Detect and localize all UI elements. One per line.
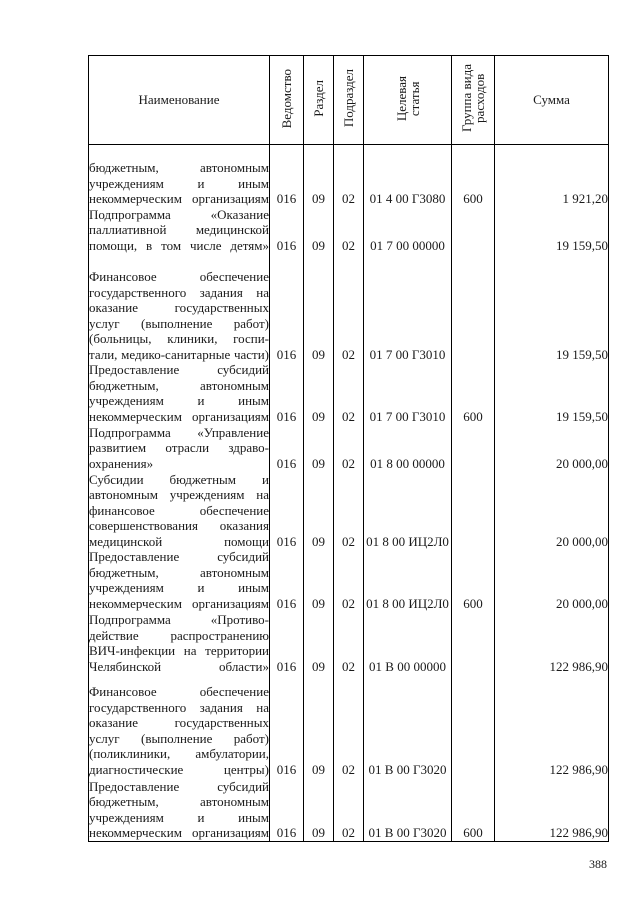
row-gruppa-cell (452, 207, 495, 254)
row-vedomstvo-cell: 016 (270, 145, 304, 207)
row-gruppa-cell: 600 (452, 777, 495, 841)
header-vedomstvo: Ведомство (270, 56, 304, 145)
header-tselevaya-statya: Целевая статья (364, 56, 452, 145)
row-name-cell: Предоставление субсидий бюджетным, автономным учреждениям и иным некоммерческим организациям (89, 549, 269, 611)
table-row (89, 674, 609, 777)
row-summa-cell: 19 159,50 (495, 207, 609, 254)
row-razdel-cell: 09 (304, 777, 334, 841)
row-podrazdel-cell: 02 (334, 611, 364, 674)
row-razdel-cell: 09 (304, 362, 334, 424)
row-podrazdel-cell: 02 (334, 471, 364, 549)
row-gruppa-cell (452, 674, 495, 777)
row-razdel-cell: 09 (304, 549, 334, 611)
row-name-cell: Подпрограмма «Противо-действие распространению ВИЧ-инфекции на территории Челябинской области» (89, 612, 269, 674)
row-name-cell: Субсидии бюджетным и автономным учреждениям на финансовое обеспечение совершенствования оказания медицинской помощи (89, 471, 269, 549)
row-vedomstvo-cell: 016 (270, 777, 304, 841)
row-vedomstvo-cell: 016 (270, 674, 304, 777)
row-name-cell: Финансовое обеспечение государственного задания на оказание государственных услуг (выполнение работ) (больницы, клиники, госпи-тали, медико-санитарные части) (89, 253, 270, 362)
row-name-cell: Подпрограмма «Оказание паллиативной медицинской помощи, в том числе детям» (89, 206, 269, 253)
row-gruppa-cell (452, 424, 495, 471)
row-podrazdel-cell: 02 (334, 549, 364, 611)
row-vedomstvo-cell: 016 (270, 253, 304, 362)
row-tselevaya-statya-cell: 01 7 00 00000 (364, 207, 452, 254)
table-header-row (89, 56, 609, 145)
row-summa-cell: 1 921,20 (495, 145, 609, 207)
row-razdel-cell: 09 (304, 611, 334, 674)
row-gruppa-cell: 600 (452, 145, 495, 207)
row-summa-cell: 19 159,50 (495, 253, 609, 362)
row-vedomstvo-cell: 016 (270, 471, 304, 549)
table-row (89, 424, 609, 471)
table-row (89, 253, 609, 362)
row-razdel-cell: 09 (304, 674, 334, 777)
row-podrazdel-cell: 02 (334, 424, 364, 471)
row-razdel-cell: 09 (304, 471, 334, 549)
row-vedomstvo-cell: 016 (270, 549, 304, 611)
row-summa-cell: 20 000,00 (495, 549, 609, 611)
row-vedomstvo-cell: 016 (270, 207, 304, 254)
page-number: 388 (589, 857, 607, 871)
table-row (89, 471, 609, 549)
row-vedomstvo-cell: 016 (270, 424, 304, 471)
row-summa-cell: 20 000,00 (495, 424, 609, 471)
row-tselevaya-statya-cell: 01 8 00 ИЦ2Л0 (364, 549, 452, 611)
row-tselevaya-statya-cell: 01 В 00 Г3020 (364, 777, 452, 841)
row-summa-cell: 122 986,90 (495, 777, 609, 841)
row-name-cell: Подпрограмма «Управление развитием отрасли здраво-охранения» (89, 424, 269, 471)
row-gruppa-cell (452, 611, 495, 674)
row-podrazdel-cell: 02 (334, 362, 364, 424)
header-summa: Сумма (495, 56, 609, 145)
row-tselevaya-statya-cell: 01 7 00 Г3010 (364, 253, 452, 362)
row-gruppa-cell: 600 (452, 362, 495, 424)
table-row (89, 362, 609, 424)
row-podrazdel-cell: 02 (334, 207, 364, 254)
row-summa-cell: 122 986,90 (495, 611, 609, 674)
row-razdel-cell: 09 (304, 145, 334, 207)
row-name-cell: бюджетным, автономным учреждениям и иным некоммерческим организациям (89, 145, 270, 207)
row-vedomstvo-cell: 016 (270, 362, 304, 424)
row-name-cell: Финансовое обеспечение государственного задания на оказание государственных услуг (выполнение работ) (поликлиники, амбулатории, диагностические центры) (89, 674, 270, 777)
header-gruppa-vida-raskhodov: Группа вида расходов (452, 56, 495, 145)
row-name-cell: Предоставление субсидий бюджетным, автономным учреждениям и иным некоммерческим организациям (89, 362, 269, 424)
header-podrazdel: Подраздел (334, 56, 364, 145)
row-summa-cell: 20 000,00 (495, 471, 609, 549)
table-row (89, 207, 609, 254)
row-podrazdel-cell: 02 (334, 777, 364, 841)
row-podrazdel-cell: 02 (334, 145, 364, 207)
table-row (89, 549, 609, 611)
row-name-cell: Предоставление субсидий бюджетным, автономным учреждениям и иным некоммерческим организациям (89, 778, 269, 840)
row-tselevaya-statya-cell: 01 В 00 Г3020 (364, 674, 452, 777)
row-gruppa-cell (452, 471, 495, 549)
table-row (89, 145, 609, 207)
table-row (89, 611, 609, 674)
budget-table (88, 55, 609, 842)
row-tselevaya-statya-cell: 01 7 00 Г3010 (364, 362, 452, 424)
row-tselevaya-statya-cell: 01 4 00 Г3080 (364, 145, 452, 207)
header-name: Наименование (89, 56, 270, 145)
row-tselevaya-statya-cell: 01 8 00 00000 (364, 424, 452, 471)
row-summa-cell: 122 986,90 (495, 674, 609, 777)
row-vedomstvo-cell: 016 (270, 611, 304, 674)
row-summa-cell: 19 159,50 (495, 362, 609, 424)
row-podrazdel-cell: 02 (334, 674, 364, 777)
table-body (89, 145, 609, 842)
row-gruppa-cell (452, 253, 495, 362)
row-gruppa-cell: 600 (452, 549, 495, 611)
header-razdel: Раздел (304, 56, 334, 145)
row-razdel-cell: 09 (304, 424, 334, 471)
row-tselevaya-statya-cell: 01 В 00 00000 (364, 611, 452, 674)
row-podrazdel-cell: 02 (334, 253, 364, 362)
table-row (89, 777, 609, 841)
row-razdel-cell: 09 (304, 207, 334, 254)
row-razdel-cell: 09 (304, 253, 334, 362)
row-tselevaya-statya-cell: 01 8 00 ИЦ2Л0 (364, 471, 452, 549)
